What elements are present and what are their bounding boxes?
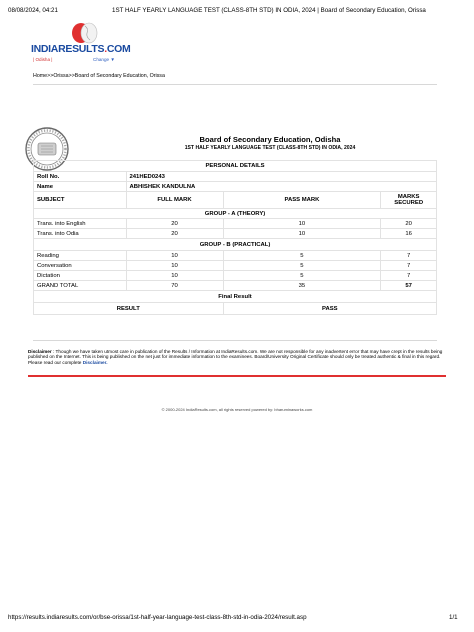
logo-name: INDIARESULTS (31, 43, 105, 55)
breadcrumb[interactable]: Home>>Orissa>>Board of Secondary Education, Orissa (33, 73, 165, 79)
table-row (34, 251, 437, 261)
col-pass-mark: PASS MARK (223, 192, 381, 209)
final-result-heading-row (34, 291, 437, 303)
table-row (34, 229, 437, 239)
roll-label: Roll No. (34, 172, 127, 182)
full-mark-cell: 20 (126, 219, 223, 229)
group-a-heading: GROUP - A (THEORY) (34, 209, 437, 219)
col-subject: SUBJECT (34, 192, 127, 209)
total-pass-mark: 35 (223, 281, 381, 291)
group-b-heading: GROUP - B (PRACTICAL) (34, 239, 437, 251)
pass-mark-cell: 10 (223, 219, 381, 229)
full-mark-cell: 10 (126, 251, 223, 261)
result-row (34, 303, 437, 315)
pass-mark-cell: 10 (223, 229, 381, 239)
subject-cell: Conversation (34, 261, 127, 271)
logo-dot: . (104, 43, 107, 55)
disclaimer (28, 349, 446, 365)
site-logo[interactable] (31, 21, 131, 69)
subject-cell: Trans. into English (34, 219, 127, 229)
pass-mark-cell: 5 (223, 261, 381, 271)
group-a-heading-row (34, 209, 437, 219)
total-full-mark: 70 (126, 281, 223, 291)
logo-tagline: Change (93, 57, 110, 62)
copyright: © 2000-2024 IndiaResults.com, all rights reserved powered by: bharuminaworks.com (161, 407, 313, 412)
exam-title: 1ST HALF YEARLY LANGUAGE TEST (CLASS-8TH STD) IN ODIA, 2024 (184, 145, 356, 151)
subject-cell: Dictation (34, 271, 127, 281)
col-marks-secured: MARKS SECURED (381, 192, 437, 209)
disclaimer-text: : Though we have taken utmost care in publication of the Results / Information at IndiaResults.com. We are not responsible for any inadvertent error that may have crept in the results being published on the Internet. This is being published on the net just for immediate information to the examinees. Board/University Original Certificate should only be treated authentic & final in this regard. Please read our complete (28, 349, 443, 365)
final-result-heading: Final Result (34, 291, 437, 303)
result-label: RESULT (34, 303, 224, 315)
roll-value: 241HED0243 (126, 172, 437, 182)
print-page-title: 1ST HALF YEARLY LANGUAGE TEST (CLASS-8TH STD) IN ODIA, 2024 | Board of Secondary Education, Orissa (112, 7, 426, 14)
disclaimer-label: Disclaimer (28, 349, 52, 354)
subject-cell: Reading (34, 251, 127, 261)
group-b-heading-row (34, 239, 437, 251)
name-value: ABHISHEK KANDULNA (126, 182, 437, 192)
disclaimer-link[interactable]: Disclaimer. (82, 359, 108, 365)
red-divider (28, 375, 446, 377)
personal-details-header-row (34, 161, 437, 172)
table-row (34, 261, 437, 271)
print-page-number: 1/1 (449, 614, 458, 621)
table-row (34, 219, 437, 229)
result-table (33, 160, 437, 315)
secured-cell: 7 (381, 271, 437, 281)
pass-mark-cell: 5 (223, 251, 381, 261)
logo-region: | Odisha | (33, 57, 53, 62)
pass-mark-cell: 5 (223, 271, 381, 281)
column-header-row (34, 192, 437, 209)
print-datetime: 08/08/2024, 04:21 (8, 7, 58, 14)
full-mark-cell: 10 (126, 271, 223, 281)
logo-change-link[interactable] (93, 57, 115, 62)
chevron-down-icon: ▼ (110, 57, 115, 62)
name-row (34, 182, 437, 192)
table-row (34, 271, 437, 281)
logo-suffix: COM (106, 43, 131, 55)
full-mark-cell: 10 (126, 261, 223, 271)
divider (33, 84, 437, 85)
name-label: Name (34, 182, 127, 192)
secured-cell: 16 (381, 229, 437, 239)
secured-cell: 7 (381, 261, 437, 271)
personal-details-heading: PERSONAL DETAILS (34, 161, 437, 172)
divider (33, 340, 437, 341)
logo-mark-icon (69, 21, 99, 45)
grand-total-row (34, 281, 437, 291)
col-full-mark: FULL MARK (126, 192, 223, 209)
roll-row (34, 172, 437, 182)
secured-cell: 20 (381, 219, 437, 229)
subject-cell: Trans. into Odia (34, 229, 127, 239)
board-name: Board of Secondary Education, Odisha (199, 135, 341, 144)
full-mark-cell: 20 (126, 229, 223, 239)
logo-text (31, 43, 130, 55)
print-footer-url: https://results.indiaresults.com/or/bse-orissa/1st-half-year-language-test-class-8th-std-in-odia-2024/result.asp (8, 614, 307, 621)
grand-total-label: GRAND TOTAL (34, 281, 127, 291)
total-secured: 57 (381, 281, 437, 291)
secured-cell: 7 (381, 251, 437, 261)
result-value: PASS (223, 303, 436, 315)
